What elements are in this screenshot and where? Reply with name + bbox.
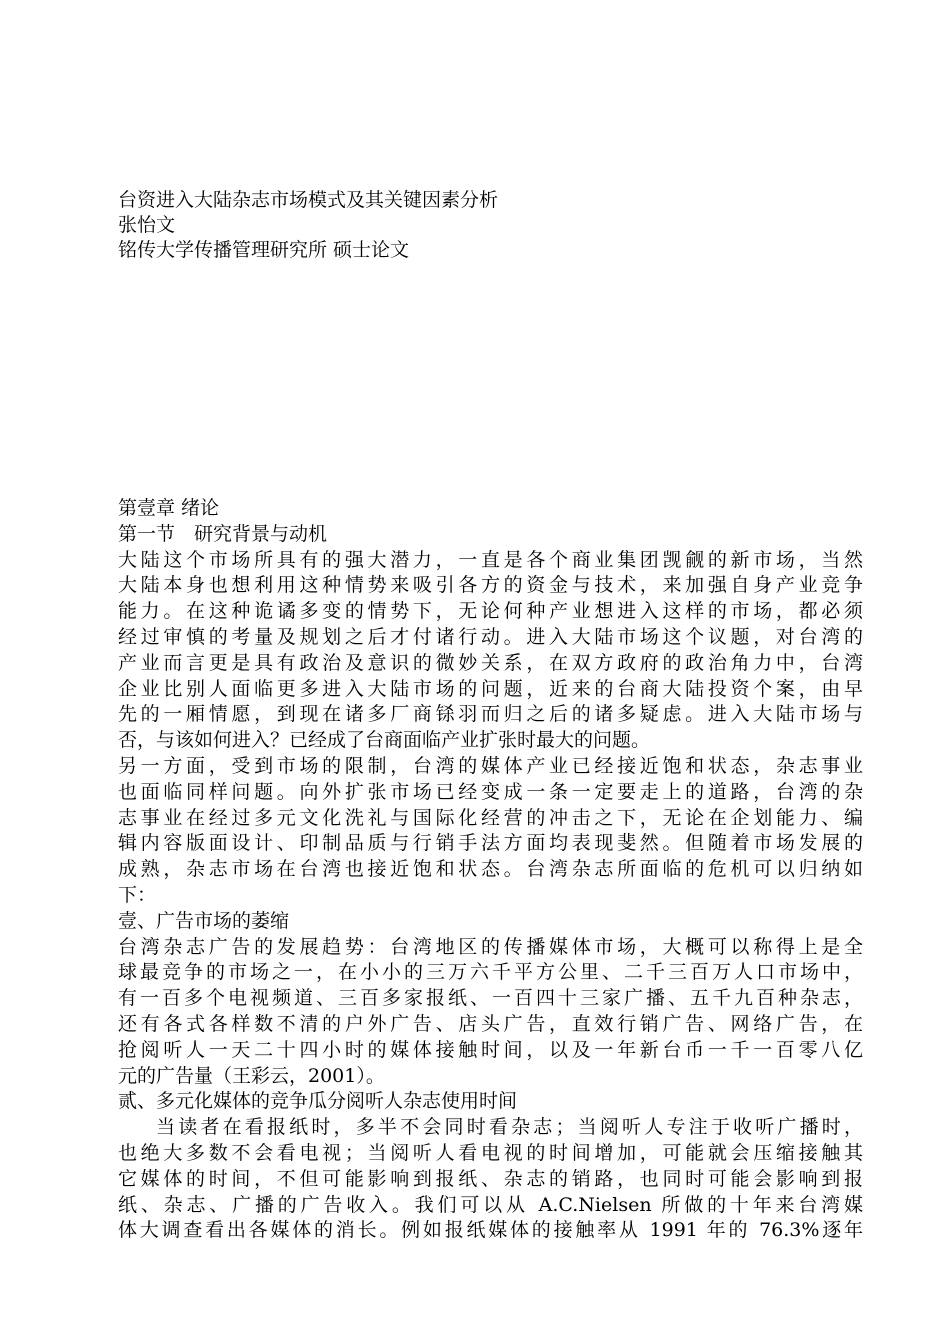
text-line: 辑内容版面设计、印制品质与行销手法方面均表现斐然。但随着市场发展的: [118, 832, 863, 855]
text-line: 能力。在这种诡谲多变的情势下，无论何种产业想进入这样的市场，都必须: [118, 600, 863, 623]
text-line: 台湾杂志广告的发展趋势：台湾地区的传播媒体市场，大概可以称得上是全: [118, 935, 863, 958]
text-line: 当读者在看报纸时，多半不会同时看杂志；当阅听人专注于收听广播时，: [156, 1116, 863, 1139]
text-line: 它媒体的时间，不但可能影响到报纸、杂志的销路，也同时可能会影响到报: [118, 1167, 863, 1190]
text-line: 企业比别人面临更多进入大陆市场的问题，近来的台商大陆投资个案，由早: [118, 677, 863, 700]
text-line: 第壹章 绪论: [118, 497, 220, 519]
thesis-affiliation: 铭传大学传播管理研究所 硕士论文: [118, 239, 410, 261]
text-line: 产业而言更是具有政治及意识的微妙关系，在双方政府的政治角力中，台湾: [118, 651, 863, 674]
text-line: 纸、杂志、广播的广告收入。我们可以从 A.C.Nielsen 所做的十年来台湾媒: [118, 1193, 863, 1216]
text-line: 也绝大多数不会看电视；当阅听人看电视的时间增加，可能就会压缩接触其: [118, 1141, 863, 1164]
text-line: 壹、广告市场的萎缩: [118, 909, 290, 932]
text-line: 志事业在经过多元文化洗礼与国际化经营的冲击之下，无论在企划能力、编: [118, 806, 863, 829]
thesis-title: 台资进入大陆杂志市场模式及其关键因素分析: [118, 189, 499, 211]
text-line: 大陆本身也想利用这种情势来吸引各方的资金与技术，来加强自身产业竞争: [118, 574, 863, 597]
text-line: 第一节 研究背景与动机: [118, 522, 328, 545]
thesis-header: [118, 188, 838, 263]
text-line: 先的一厢情愿，到现在诸多厂商铩羽而归之后的诸多疑虑。进入大陆市场与: [118, 703, 863, 726]
text-line: 贰、多元化媒体的竞争瓜分阅听人杂志使用时间: [118, 1090, 518, 1113]
text-line: 抢阅听人一天二十四小时的媒体接触时间，以及一年新台币一千一百零八亿: [118, 1038, 863, 1061]
text-line: 另一方面，受到市场的限制，台湾的媒体产业已经接近饱和状态，杂志事业: [118, 754, 863, 777]
text-line: 经过审慎的考量及规划之后才付诸行动。进入大陆市场这个议题，对台湾的: [118, 625, 863, 648]
text-line: 有一百多个电视频道、三百多家报纸、一百四十三家广播、五千九百种杂志，: [118, 987, 863, 1010]
text-line: 也面临同样问题。向外扩张市场已经变成一条一定要走上的道路，台湾的杂: [118, 780, 863, 803]
text-line: 还有各式各样数不清的户外广告、店头广告，直效行销广告、网络广告，在: [118, 1012, 863, 1035]
text-line: 体大调查看出各媒体的消长。例如报纸媒体的接触率从 1991 年的 76.3%逐年: [118, 1219, 863, 1242]
text-line: 成熟，杂志市场在台湾也接近饱和状态。台湾杂志所面临的危机可以归纳如: [118, 858, 863, 881]
text-line: 球最竞争的市场之一，在小小的三万六千平方公里、二千三百万人口市场中，: [118, 961, 863, 984]
chapter-body: [118, 496, 863, 1244]
text-line: 否，与该如何进入？已经成了台商面临产业扩张时最大的问题。: [118, 729, 651, 752]
thesis-author: 张怡文: [118, 214, 176, 236]
text-line: 大陆这个市场所具有的强大潜力，一直是各个商业集团觊觎的新市场，当然: [118, 548, 863, 571]
text-line: 下：: [118, 883, 157, 906]
text-line: 元的广告量（王彩云，2001）。: [118, 1064, 385, 1087]
